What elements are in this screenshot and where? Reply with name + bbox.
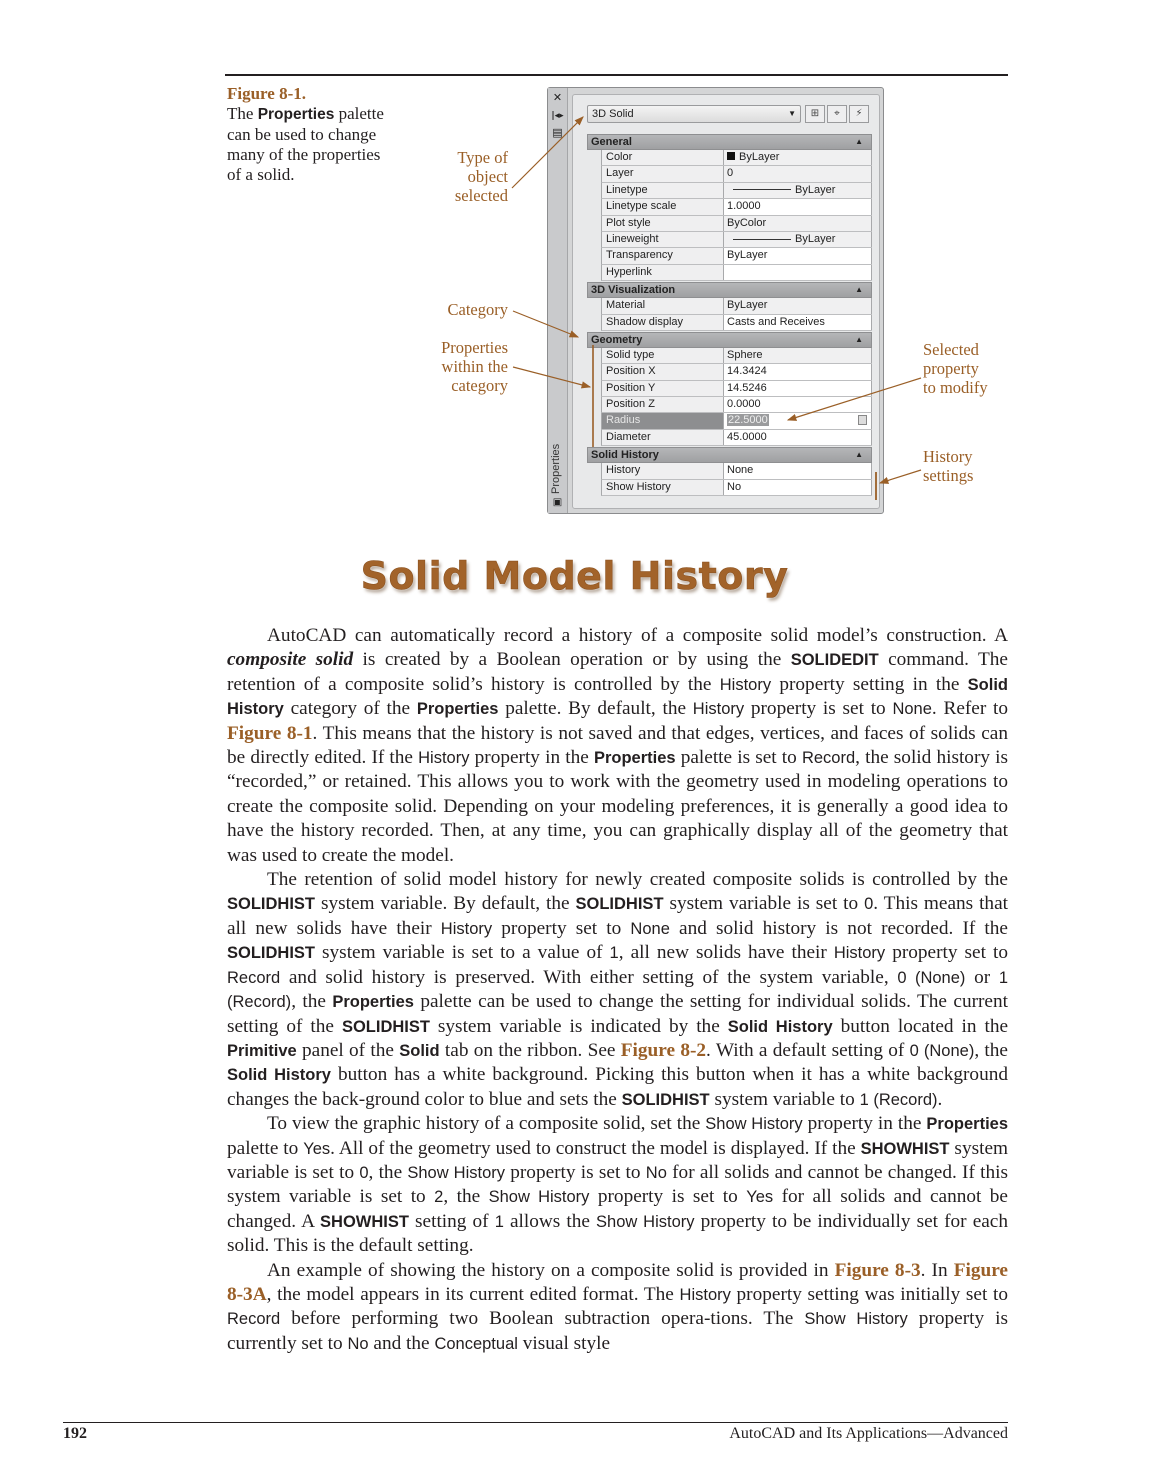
caption-bold: Properties bbox=[257, 106, 335, 123]
text-run: Show History bbox=[488, 1188, 590, 1207]
text-run: . With a default setting of bbox=[706, 1039, 910, 1061]
property-value[interactable] bbox=[724, 397, 872, 412]
property-value-text: No bbox=[727, 480, 742, 493]
property-value-text: 45.0000 bbox=[727, 430, 767, 443]
text-run: . All of the geometry used to construct the model is displayed. If the bbox=[330, 1137, 861, 1159]
callout-line: Selected bbox=[923, 340, 979, 359]
property-value[interactable] bbox=[724, 430, 872, 445]
property-name: Shadow display bbox=[602, 315, 724, 330]
ui-term: SHOWHIST bbox=[320, 1212, 409, 1231]
text-run: allows the bbox=[503, 1210, 597, 1232]
callout-selected-property bbox=[923, 340, 1013, 397]
property-value[interactable] bbox=[724, 480, 872, 495]
text-run: History bbox=[440, 919, 493, 938]
property-value[interactable] bbox=[724, 413, 872, 428]
property-name: Show History bbox=[602, 480, 724, 495]
text-run: 1 (Record) bbox=[227, 968, 1009, 1012]
ui-term: Solid History bbox=[227, 675, 1009, 719]
text-run: system variable is set to bbox=[663, 893, 865, 915]
property-value[interactable] bbox=[724, 265, 872, 280]
text-run: and solid history is preserved. With either setting of the system variable, bbox=[280, 966, 898, 988]
text-run: , the bbox=[368, 1161, 408, 1183]
property-name: Hyperlink bbox=[602, 265, 724, 280]
category-label: Geometry bbox=[591, 333, 643, 346]
property-value[interactable] bbox=[724, 150, 872, 165]
property-row[interactable] bbox=[601, 364, 872, 380]
callout-line: History bbox=[923, 447, 973, 466]
figure-reference-link[interactable]: Figure 8-3A bbox=[227, 1259, 1008, 1305]
text-run: , the solid history is “recorded,” or retained. This allows you to work with the geometry used in modeling operations to create the composite solid. Depending on your modeling preferences, it is generally a good idea to have the history recorded. Then, at any time, you can graphically display all of the geometry that was used to create the model. bbox=[227, 747, 1009, 866]
property-row[interactable] bbox=[601, 265, 872, 281]
property-value-text: 14.3424 bbox=[727, 365, 767, 378]
property-value[interactable] bbox=[724, 381, 872, 396]
property-row[interactable] bbox=[601, 166, 872, 182]
text-run: property to be individually set for each solid. This is the default setting. bbox=[227, 1210, 1009, 1257]
text-run: property in the bbox=[469, 747, 594, 769]
property-value[interactable] bbox=[724, 463, 872, 478]
text-run: palette to bbox=[227, 1137, 304, 1159]
callout-line: object bbox=[467, 167, 508, 186]
callout-line: Properties bbox=[441, 338, 508, 357]
property-value-text: 0 bbox=[727, 167, 734, 180]
collapse-icon[interactable]: ▲ bbox=[855, 137, 863, 146]
properties-menu-icon[interactable]: ▤ bbox=[552, 126, 563, 139]
text-run: for all solids and cannot be changed. If this system variable is set to bbox=[227, 1161, 1008, 1208]
text-run: No bbox=[347, 1334, 369, 1353]
text-run: None bbox=[892, 700, 932, 719]
palette-menu-icon[interactable]: ▣ bbox=[552, 497, 563, 508]
callout-line: to modify bbox=[923, 378, 988, 397]
body-text bbox=[227, 624, 1008, 1356]
property-value-text: ByLayer bbox=[727, 249, 768, 262]
property-name: Position Z bbox=[602, 397, 724, 412]
text-run: property setting in the bbox=[771, 673, 968, 695]
ui-term: SOLIDHIST bbox=[341, 1017, 430, 1036]
text-run: 2 bbox=[434, 1188, 444, 1207]
property-row[interactable] bbox=[601, 150, 872, 166]
property-row[interactable] bbox=[601, 216, 872, 232]
figure-reference-link[interactable]: Figure 8-1 bbox=[227, 722, 313, 744]
ui-term: Properties bbox=[332, 993, 414, 1012]
ui-term: Solid History bbox=[727, 1017, 833, 1036]
collapse-icon[interactable]: ▲ bbox=[855, 285, 863, 295]
text-run: property set to bbox=[885, 942, 1008, 964]
property-name: Radius bbox=[602, 413, 724, 428]
text-run: Show History bbox=[804, 1310, 908, 1329]
category-header[interactable] bbox=[587, 332, 872, 348]
text-run: . This means that the history is not saved and that edges, vertices, and faces of solids can be directly edited. If the bbox=[227, 722, 1008, 769]
object-type-value: 3D Solid bbox=[592, 108, 634, 120]
property-name: Material bbox=[602, 298, 724, 313]
property-name: Transparency bbox=[602, 248, 724, 263]
paragraph bbox=[227, 624, 1008, 868]
paragraph bbox=[227, 1112, 1008, 1258]
property-row[interactable] bbox=[601, 430, 872, 446]
text-run: setting of bbox=[408, 1210, 495, 1232]
text-run: and solid history is not recorded. If the bbox=[669, 917, 1008, 939]
ui-term: SOLIDEDIT bbox=[790, 651, 879, 670]
text-run: History bbox=[418, 749, 470, 768]
text-run: palette can be used to change the setting for individual solids. The current setting of the bbox=[227, 991, 1008, 1037]
text-run: To view the graphic history of a composite solid, set the bbox=[267, 1113, 706, 1135]
text-run: system variable is set to a value of bbox=[315, 942, 610, 964]
callout-line: selected bbox=[454, 186, 508, 205]
category-label: 3D Visualization bbox=[591, 284, 676, 297]
property-row[interactable] bbox=[601, 463, 872, 479]
property-row[interactable] bbox=[601, 199, 872, 215]
ui-term: Properties bbox=[593, 749, 676, 768]
section-heading: Solid Model History bbox=[360, 554, 789, 598]
text-run: system variable to bbox=[709, 1088, 860, 1110]
callout-line: category bbox=[451, 376, 508, 395]
property-name: Lineweight bbox=[602, 232, 724, 247]
text-run: category of the bbox=[283, 698, 417, 720]
text-run: 0 bbox=[359, 1163, 369, 1182]
callout-line: Category bbox=[447, 300, 508, 319]
property-value[interactable] bbox=[724, 232, 872, 247]
callout-line: property bbox=[923, 359, 979, 378]
select-objects-button[interactable] bbox=[827, 105, 847, 123]
text-run: system variable is indicated by the bbox=[429, 1015, 728, 1037]
text-run: property setting was initially set to bbox=[730, 1283, 1008, 1305]
text-run: system variable is set to bbox=[227, 1137, 1008, 1183]
toggle-pickadd-icon: ⊞ bbox=[810, 108, 820, 119]
collapse-icon[interactable]: ▲ bbox=[855, 334, 863, 344]
text-run: palette. By default, the bbox=[498, 698, 693, 720]
object-type-select[interactable] bbox=[587, 105, 801, 123]
text-run: Record bbox=[227, 1310, 281, 1329]
text-run: palette is set to bbox=[675, 747, 802, 769]
text-run: . bbox=[937, 1088, 943, 1110]
property-name: Diameter bbox=[602, 430, 724, 445]
property-row[interactable] bbox=[601, 183, 872, 199]
text-run: , all new solids have their bbox=[618, 942, 834, 964]
property-value[interactable] bbox=[724, 364, 872, 379]
property-name: Position X bbox=[602, 364, 724, 379]
text-run: Record bbox=[227, 968, 281, 987]
toggle-pickadd-button[interactable] bbox=[805, 105, 825, 123]
text-run: History bbox=[719, 675, 772, 694]
text-run: None bbox=[630, 919, 670, 938]
text-run: 1 (Record) bbox=[859, 1090, 938, 1109]
figure-reference-link[interactable]: Figure 8-3 bbox=[834, 1259, 921, 1281]
text-run: property is set to bbox=[589, 1186, 747, 1208]
text-run: History bbox=[679, 1285, 731, 1304]
text-run: button has a white background. Picking this button when it has a white background changes the back-ground color to blue and sets the bbox=[227, 1064, 1008, 1110]
callout-type-of-object bbox=[420, 148, 508, 205]
property-row[interactable] bbox=[601, 248, 872, 264]
property-value[interactable] bbox=[724, 248, 872, 263]
text-run: No bbox=[645, 1163, 667, 1182]
property-name: Color bbox=[602, 150, 724, 165]
text-run: property is set to bbox=[505, 1161, 646, 1183]
property-value[interactable] bbox=[724, 216, 872, 231]
property-value-text: 0.0000 bbox=[727, 398, 761, 411]
ui-term: Solid bbox=[399, 1041, 440, 1060]
text-run: 1 bbox=[609, 944, 619, 963]
property-value-text: ByLayer bbox=[727, 299, 768, 312]
text-run: Show History bbox=[705, 1115, 803, 1134]
text-run: tab on the ribbon. See bbox=[439, 1039, 621, 1061]
text-run: button located in the bbox=[832, 1015, 1009, 1037]
text-run: Yes bbox=[303, 1139, 331, 1158]
property-name: History bbox=[602, 463, 724, 478]
property-value-text: 1.0000 bbox=[727, 200, 761, 213]
palette-title: Properties bbox=[550, 443, 562, 494]
property-row[interactable] bbox=[601, 397, 872, 413]
category-label: Solid History bbox=[591, 449, 659, 462]
close-icon[interactable]: ✕ bbox=[552, 91, 563, 104]
collapse-icon[interactable]: ▲ bbox=[855, 450, 863, 460]
text-run: 1 bbox=[494, 1212, 504, 1231]
line-sample-icon bbox=[733, 239, 791, 240]
palette-title-bar[interactable] bbox=[548, 88, 568, 513]
text-run: . In bbox=[920, 1259, 954, 1281]
callout-history-settings bbox=[923, 447, 1013, 485]
quick-select-icon: ⚡ bbox=[855, 108, 863, 119]
property-value[interactable] bbox=[724, 183, 872, 198]
text-run: property is currently set to bbox=[227, 1308, 1008, 1354]
properties-grid bbox=[587, 133, 872, 496]
palette-body bbox=[572, 94, 880, 509]
property-row[interactable] bbox=[601, 348, 872, 364]
text-run: Show History bbox=[596, 1212, 695, 1231]
running-title: AutoCAD and Its Applications—Advanced bbox=[729, 1425, 1008, 1442]
ui-term: Properties bbox=[926, 1115, 1009, 1134]
property-value-text: Casts and Receives bbox=[727, 315, 825, 328]
text-run: 0 (None) bbox=[897, 968, 966, 987]
page-number: 192 bbox=[63, 1425, 87, 1442]
text-run: 0 bbox=[864, 895, 874, 914]
property-name: Layer bbox=[602, 166, 724, 181]
property-name: Position Y bbox=[602, 381, 724, 396]
property-value-text: 22.5000 bbox=[728, 414, 768, 427]
text-run: An example of showing the history on a composite solid is provided in bbox=[267, 1259, 835, 1281]
ui-term: Properties bbox=[416, 700, 499, 719]
figure-caption bbox=[227, 84, 397, 185]
text-run: AutoCAD can automatically record a history of a composite solid model’s construction. A bbox=[267, 625, 1008, 646]
property-value[interactable] bbox=[724, 199, 872, 214]
property-value-text: ByLayer bbox=[795, 183, 836, 196]
property-row[interactable] bbox=[601, 232, 872, 248]
property-name: Linetype scale bbox=[602, 199, 724, 214]
property-row[interactable] bbox=[601, 381, 872, 397]
figure-reference-link[interactable]: Figure 8-2 bbox=[620, 1039, 707, 1061]
text-run: The retention of solid model history for newly created composite solids is controlled by the bbox=[267, 869, 1008, 891]
property-value[interactable] bbox=[724, 315, 872, 330]
property-value[interactable] bbox=[724, 298, 872, 313]
paragraph bbox=[227, 1259, 1008, 1357]
properties-palette bbox=[547, 87, 884, 514]
text-run: or bbox=[965, 966, 999, 988]
text-run: property set to bbox=[492, 917, 631, 939]
select-objects-icon: ⌖ bbox=[834, 108, 840, 119]
category-header[interactable] bbox=[587, 447, 872, 463]
property-row[interactable] bbox=[601, 413, 872, 429]
text-run: Show History bbox=[407, 1163, 505, 1182]
text-run: system variable. By default, the bbox=[315, 893, 576, 915]
ui-term: SOLIDHIST bbox=[575, 895, 664, 914]
property-name: Solid type bbox=[602, 348, 724, 363]
top-rule bbox=[225, 74, 1008, 76]
paragraph bbox=[227, 868, 1008, 1112]
text-run: 0 (None) bbox=[909, 1041, 975, 1060]
autohide-icon[interactable]: |◂▸ bbox=[551, 111, 564, 121]
callout-line: within the bbox=[441, 357, 508, 376]
line-sample-icon bbox=[733, 189, 791, 190]
text-run: panel of the bbox=[296, 1039, 400, 1061]
caption-text-rest: palette can be used to change many of the properties of a solid. bbox=[227, 104, 384, 184]
text-run: Record bbox=[801, 749, 856, 768]
property-value[interactable] bbox=[724, 348, 872, 363]
ui-term: Primitive bbox=[227, 1041, 297, 1060]
property-row[interactable] bbox=[601, 480, 872, 496]
property-value[interactable] bbox=[724, 166, 872, 181]
property-row[interactable] bbox=[601, 315, 872, 331]
property-value-text: None bbox=[727, 464, 754, 477]
text-run: , the bbox=[974, 1039, 1008, 1061]
callout-line: settings bbox=[923, 466, 974, 485]
caption-text: The bbox=[227, 104, 258, 123]
text-run: Conceptual bbox=[434, 1334, 518, 1353]
calculator-icon[interactable] bbox=[858, 415, 867, 425]
text-run: before performing two Boolean subtraction opera-tions. The bbox=[280, 1308, 805, 1330]
text-run: property in the bbox=[802, 1113, 927, 1135]
property-value-text: ByLayer bbox=[795, 232, 836, 245]
text-run: , the bbox=[443, 1186, 489, 1208]
ui-term: Solid History bbox=[227, 1066, 331, 1085]
text-run: . This means that all new solids have their bbox=[227, 893, 1008, 939]
figure-number: Figure 8-1. bbox=[227, 84, 307, 103]
property-name: Plot style bbox=[602, 216, 724, 231]
category-header[interactable] bbox=[587, 134, 872, 150]
quick-select-button[interactable] bbox=[849, 105, 869, 123]
color-swatch bbox=[727, 152, 735, 160]
ui-term: SOLIDHIST bbox=[227, 944, 316, 963]
ui-term: SHOWHIST bbox=[860, 1139, 950, 1158]
property-value-text: ByLayer bbox=[739, 151, 780, 163]
text-run: for all solids and cannot be changed. A bbox=[227, 1186, 1008, 1232]
text-run: and the bbox=[368, 1332, 435, 1354]
ui-term: SOLIDHIST bbox=[227, 895, 316, 914]
text-run: visual style bbox=[517, 1332, 611, 1354]
defined-term: composite solid bbox=[227, 649, 354, 671]
chevron-down-icon: ▼ bbox=[788, 109, 796, 118]
property-row[interactable] bbox=[601, 298, 872, 314]
category-label: General bbox=[591, 136, 632, 148]
text-run: History bbox=[692, 700, 745, 719]
category-header[interactable] bbox=[587, 282, 872, 298]
property-value-text: 14.5246 bbox=[727, 381, 767, 394]
text-run: History bbox=[833, 944, 886, 963]
text-run: property is set to bbox=[744, 698, 893, 720]
text-run: , the model appears in its current edited format. The bbox=[266, 1283, 680, 1305]
text-run: . Refer to bbox=[931, 698, 1009, 720]
text-run: , the bbox=[291, 991, 333, 1013]
property-value-text: Sphere bbox=[727, 348, 763, 361]
ui-term: SOLIDHIST bbox=[621, 1090, 710, 1109]
text-run: Yes bbox=[746, 1188, 774, 1207]
property-value-text: ByColor bbox=[727, 216, 767, 229]
callout-category bbox=[420, 300, 508, 319]
text-run: command. The retention of a composite solid’s history is controlled by the bbox=[227, 649, 1008, 695]
property-name: Linetype bbox=[602, 183, 724, 198]
callout-line: Type of bbox=[457, 148, 508, 167]
bottom-rule bbox=[63, 1422, 1008, 1423]
text-run: is created by a Boolean operation or by using the bbox=[353, 649, 791, 671]
callout-properties-within bbox=[408, 338, 508, 395]
